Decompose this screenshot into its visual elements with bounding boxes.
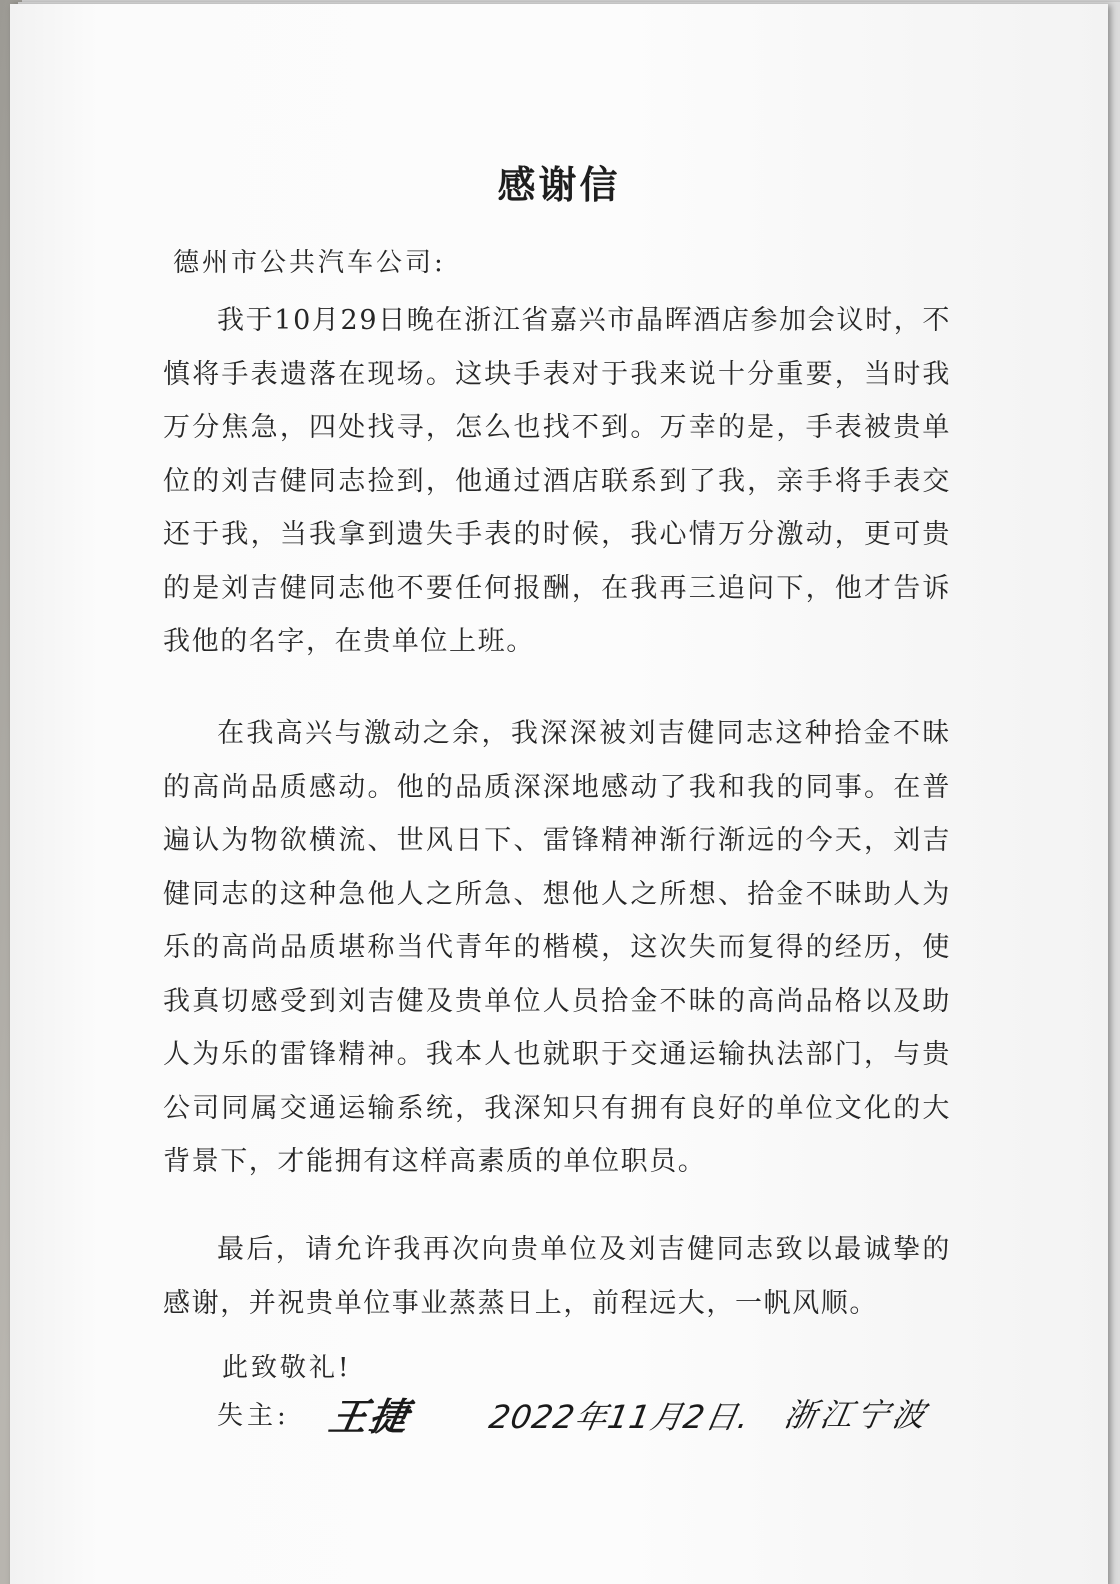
letter-salutation: 德州市公共汽车公司: <box>173 248 446 278</box>
signature-name: 王捷 <box>325 1395 414 1439</box>
signature-place: 浙江宁波 <box>781 1396 933 1434</box>
letter-paragraph: 我于10月29日晚在浙江省嘉兴市晶晖酒店参加会议时，不慎将手表遗落在现场。这块手表对于我来说十分重要，当时我万分焦急，四处找寻，怎么也找不到。万幸的是，手表被贵单位的刘吉健同志捡到，他通过酒店联系到了我，亲手将手表交还于我，当我拿到遗失手表的时候，我心情万分激动，更可贵的是刘吉健同志他不要任何报酬，在我再三追问下，他才告诉我他的名字，在贵单位上班。 <box>163 305 951 657</box>
signature-date: 2022年11月2日. <box>486 1398 753 1436</box>
letter-paragraph: 最后，请允许我再次向贵单位及刘吉健同志致以最诚挚的感谢，并祝贵单位事业蒸蒸日上，前程远大，一帆风顺。 <box>163 1234 951 1319</box>
letter-title: 感谢信 <box>497 162 621 207</box>
letter-paragraph: 在我高兴与激动之余，我深深被刘吉健同志这种拾金不昧的高尚品质感动。他的品质深深地感动了我和我的同事。在普遍认为物欲横流、世风日下、雷锋精神渐行渐远的今天，刘吉健同志的这种急他人之所急、想他人之所想、拾金不昧助人为乐的高尚品质堪称当代青年的楷模，这次失而复得的经历，使我真切感受到刘吉健及贵单位人员拾金不昧的高尚品格以及助人为乐的雷锋精神。我本人也就职于交通运输执法部门，与贵公司同属交通运输系统，我深知只有拥有良好的单位文化的大背景下，才能拥有这样高素质的单位职员。 <box>163 718 951 1177</box>
signature-label: 失主: <box>217 1401 290 1431</box>
letter-closing: 此致敬礼! <box>222 1353 352 1383</box>
letter-page <box>10 4 1108 1584</box>
